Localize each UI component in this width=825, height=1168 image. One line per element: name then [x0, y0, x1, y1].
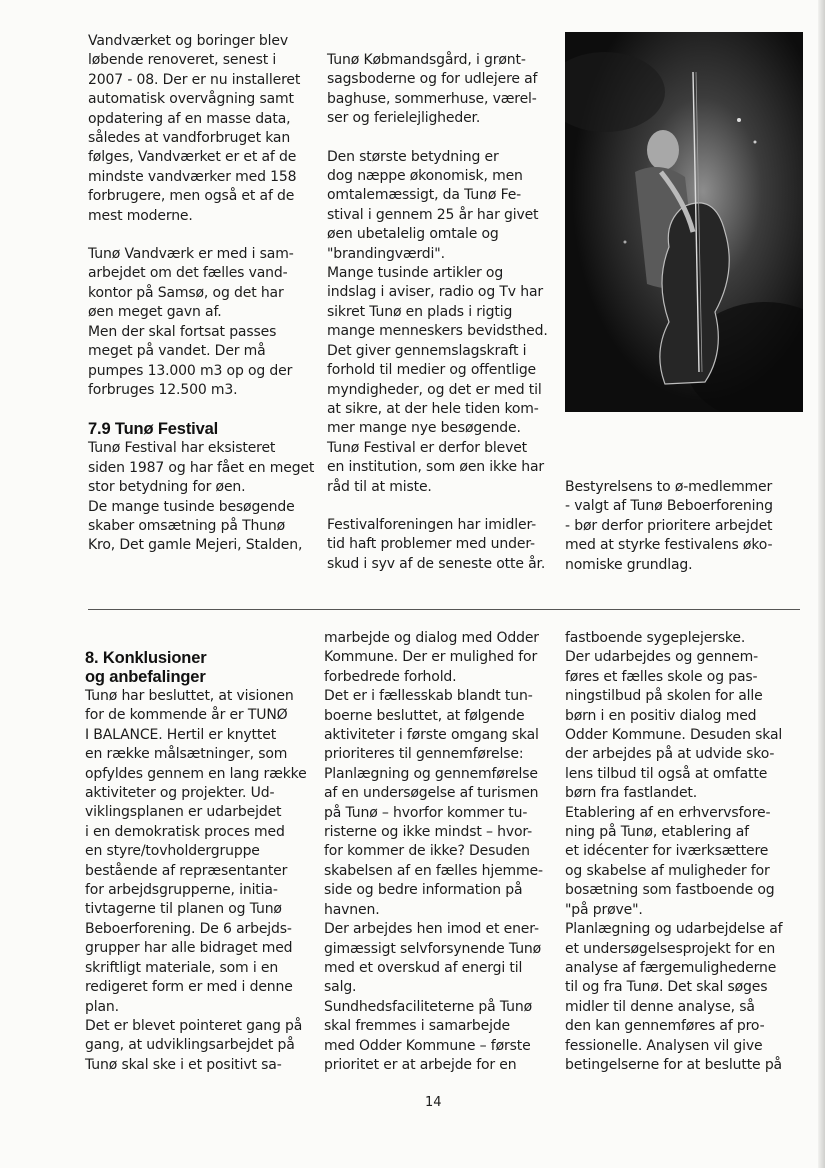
text-line: børn fra fastlandet. [565, 785, 698, 802]
paragraph-conclusions-2 [324, 629, 556, 1075]
text-line: opdatering af en masse data, [88, 110, 291, 127]
text-line: De mange tusinde besøgende [88, 498, 295, 515]
text-line: side og bedre information på [324, 882, 523, 899]
text-line: på Tunø – hvorfor kommer tu- [324, 804, 528, 821]
text-line: salg. [324, 979, 357, 996]
text-line: i en demokratisk proces med [85, 823, 285, 840]
text-line: redigeret form er med i denne [85, 979, 293, 996]
paragraph-waterworks-2 [88, 245, 313, 400]
text-line: 2007 - 08. Der er nu installeret [88, 71, 301, 88]
text-line: lens tilbud til også at omfatte [565, 765, 768, 782]
text-line: bestående af repræsentanter [85, 862, 288, 879]
text-line: stival i gennem 25 år har givet [327, 206, 539, 223]
text-line: "brandingværdi". [327, 245, 445, 262]
text-line: Der arbejdes hen imod et ener- [324, 921, 539, 938]
text-line: skabelsen af en fælles hjemme- [324, 862, 543, 879]
text-line: omtalemæssigt, da Tunø Fe- [327, 187, 522, 204]
text-line: Vandværket og boringer blev [88, 33, 288, 49]
text-line: plan. [85, 998, 119, 1015]
text-line: 8. Konklusioner [85, 649, 207, 667]
text-line: øen ubetalelig omtale og [327, 226, 499, 243]
text-line: aktiviteter og projekter. Ud- [85, 785, 275, 802]
text-line: I BALANCE. Hertil er knyttet [85, 726, 277, 743]
text-line: forbedrede forhold. [324, 668, 457, 685]
text-line: grupper har alle bidraget med [85, 940, 293, 957]
text-line: sikret Tunø en plads i rigtig [327, 303, 513, 320]
text-line: en række målsætninger, som [85, 746, 288, 763]
text-line: den kan gennemføres af pro- [565, 1018, 765, 1035]
text-line: - bør derfor prioritere arbejdet [565, 517, 773, 534]
bottom-column-3 [565, 629, 805, 1075]
text-line: pumpes 13.000 m3 op og der [88, 362, 293, 379]
paragraph-conclusions-3 [565, 629, 805, 1075]
section-heading-conclusions [85, 649, 315, 687]
text-line: Sundhedsfaciliteterne på Tunø [324, 998, 533, 1015]
text-line: for de kommende år er TUNØ [85, 707, 288, 724]
text-line: skud i syv af de seneste otte år. [327, 555, 546, 572]
paragraph-festival-2 [327, 51, 552, 129]
scan-edge [818, 0, 825, 1168]
section-divider [88, 609, 800, 610]
text-line: mest moderne. [88, 207, 193, 224]
text-line: Det er blevet pointeret gang på [85, 1017, 303, 1034]
text-line: kontor på Samsø, og det har [88, 284, 284, 301]
paragraph-waterworks-1 [88, 32, 313, 226]
text-line: prioritet er at arbejde for en [324, 1056, 517, 1073]
text-line: viklingsplanen er udarbejdet [85, 804, 282, 821]
text-line: Men der skal fortsat passes [88, 323, 277, 340]
text-line: gang, at udviklingsarbejdet på [85, 1037, 295, 1054]
paragraph-festival-1 [88, 439, 313, 555]
text-line: mindste vandværker med 158 [88, 168, 297, 185]
text-line: mer mange nye besøgende. [327, 420, 521, 437]
text-line: midler til denne analyse, så [565, 998, 755, 1015]
text-line: betingelserne for at beslutte på [565, 1056, 782, 1073]
text-line: indslag i aviser, radio og Tv har [327, 284, 543, 301]
text-line: bosætning som fastboende og [565, 882, 775, 899]
text-line: prioriteres til gennemførelse: [324, 746, 524, 763]
text-line: - valgt af Tunø Beboerforening [565, 498, 773, 515]
paragraph-festival-3 [327, 148, 552, 497]
text-line: opfyldes gennem en lang række [85, 765, 307, 782]
text-line: Beboerforening. De 6 arbejds- [85, 920, 292, 937]
text-line: forbruges 12.500 m3. [88, 381, 238, 398]
text-line: analyse af færgemulighederne [565, 959, 777, 976]
text-line: således at vandforbruget kan [88, 130, 291, 147]
text-line: Det giver gennemslagskraft i [327, 342, 527, 359]
text-line: følges, Vandværket er et af de [88, 149, 297, 166]
text-line: løbende renoveret, senest i [88, 52, 277, 69]
bottom-column-1 [85, 649, 315, 1075]
text-line: havnen. [324, 901, 380, 918]
text-line: Tunø har besluttet, at visionen [85, 688, 294, 704]
top-column-3 [565, 478, 805, 575]
text-line: en styre/tovholdergruppe [85, 843, 260, 860]
text-line: Planlægning og gennemførelse [324, 765, 538, 782]
text-line: Bestyrelsens to ø-medlemmer [565, 479, 773, 495]
text-line: forhold til medier og offentlige [327, 362, 537, 379]
text-line: skaber omsætning på Thunø [88, 517, 286, 534]
text-line: Tunø Festival er derfor blevet [327, 439, 528, 456]
paragraph-conclusions-1 [85, 687, 315, 1075]
section-heading-festival: 7.9 Tunø Festival [88, 420, 219, 439]
text-line: øen meget gavn af. [88, 304, 222, 321]
text-line: tivtagerne til planen og Tunø [85, 901, 282, 918]
text-line: Der udarbejdes og gennem- [565, 649, 759, 666]
text-line: Den største betydning er [327, 148, 499, 165]
text-line: Det er i fællesskab blandt tun- [324, 688, 533, 705]
text-line: Tunø Festival har eksisteret [88, 440, 276, 457]
text-line: nomiske grundlag. [565, 556, 693, 573]
text-line: aktiviteter i første omgang skal [324, 727, 539, 744]
text-line: af en undersøgelse af turismen [324, 785, 539, 802]
text-line: "på prøve". [565, 901, 643, 918]
text-line: til og fra Tunø. Det skal søges [565, 979, 768, 996]
text-line: siden 1987 og har fået en meget [88, 459, 315, 476]
paragraph-festival-4 [327, 516, 552, 574]
page-number: 14 [425, 1095, 442, 1110]
text-line: baghuse, sommerhuse, værel- [327, 90, 537, 107]
text-line: sagsboderne og for udlejere af [327, 71, 538, 88]
text-line: med Odder Kommune – første [324, 1037, 531, 1054]
text-line: skriftligt materiale, som i en [85, 959, 279, 976]
text-line: fessionelle. Analysen vil give [565, 1037, 763, 1054]
text-line: Tunø skal ske i et positivt sa- [85, 1056, 282, 1073]
text-line: råd til at miste. [327, 478, 432, 495]
text-line: for arbejdsgrupperne, initia- [85, 882, 278, 899]
text-line: gimæssigt selvforsynende Tunø [324, 940, 542, 957]
text-line: tid haft problemer med under- [327, 536, 535, 553]
text-line: mange menneskers bevidsthed. [327, 323, 548, 340]
text-line: Kro, Det gamle Mejeri, Stalden, [88, 537, 303, 554]
text-line: Kommune. Der er mulighed for [324, 649, 538, 666]
text-line: dog næppe økonomisk, men [327, 168, 523, 185]
text-line: en institution, som øen ikke har [327, 459, 544, 476]
text-line: boerne besluttet, at følgende [324, 707, 525, 724]
festival-photo [565, 32, 803, 412]
text-line: og anbefalinger [85, 668, 206, 686]
text-line: myndigheder, og det er med til [327, 381, 542, 398]
text-line: meget på vandet. Der må [88, 343, 266, 360]
text-line: ser og ferielejligheder. [327, 110, 481, 127]
text-line: Planlægning og udarbejdelse af [565, 921, 783, 938]
text-line: Tunø Købmandsgård, i grønt- [327, 52, 526, 68]
text-line: der arbejdes på at udvide sko- [565, 746, 775, 763]
paragraph-board-members [565, 478, 805, 575]
text-line: at sikre, at der hele tiden kom- [327, 400, 539, 417]
text-line: arbejdet om det fælles vand- [88, 265, 288, 282]
text-line: Festivalforeningen har imidler- [327, 516, 537, 533]
text-line: og skabelse af muligheder for [565, 862, 770, 879]
top-column-2 [327, 51, 552, 574]
text-line: Tunø Vandværk er med i sam- [88, 246, 294, 263]
text-line: et undersøgelsesprojekt for en [565, 940, 776, 957]
bottom-column-2 [324, 629, 556, 1075]
text-line: med at styrke festivalens øko- [565, 537, 773, 554]
text-line: fastboende sygeplejerske. [565, 630, 746, 646]
text-line: stor betydning for øen. [88, 479, 246, 496]
text-line: for kommer de ikke? Desuden [324, 843, 530, 860]
text-line: skal fremmes i samarbejde [324, 1018, 511, 1035]
text-line: et idécenter for iværksættere [565, 843, 769, 860]
text-line: Etablering af en erhvervsfore- [565, 804, 771, 821]
text-line: automatisk overvågning samt [88, 91, 294, 108]
text-line: risterne og ikke mindst – hvor- [324, 824, 533, 841]
top-column-1 [88, 32, 313, 556]
text-line: marbejde og dialog med Odder [324, 630, 539, 646]
text-line: ning på Tunø, etablering af [565, 824, 749, 841]
text-line: Odder Kommune. Desuden skal [565, 727, 783, 744]
text-line: føres et fælles skole og pas- [565, 668, 758, 685]
text-line: Mange tusinde artikler og [327, 265, 504, 282]
text-line: forbrugere, men også et af de [88, 188, 295, 205]
text-line: børn i en positiv dialog med [565, 707, 757, 724]
text-line: med et overskud af energi til [324, 959, 523, 976]
text-line: ningstilbud på skolen for alle [565, 688, 763, 705]
